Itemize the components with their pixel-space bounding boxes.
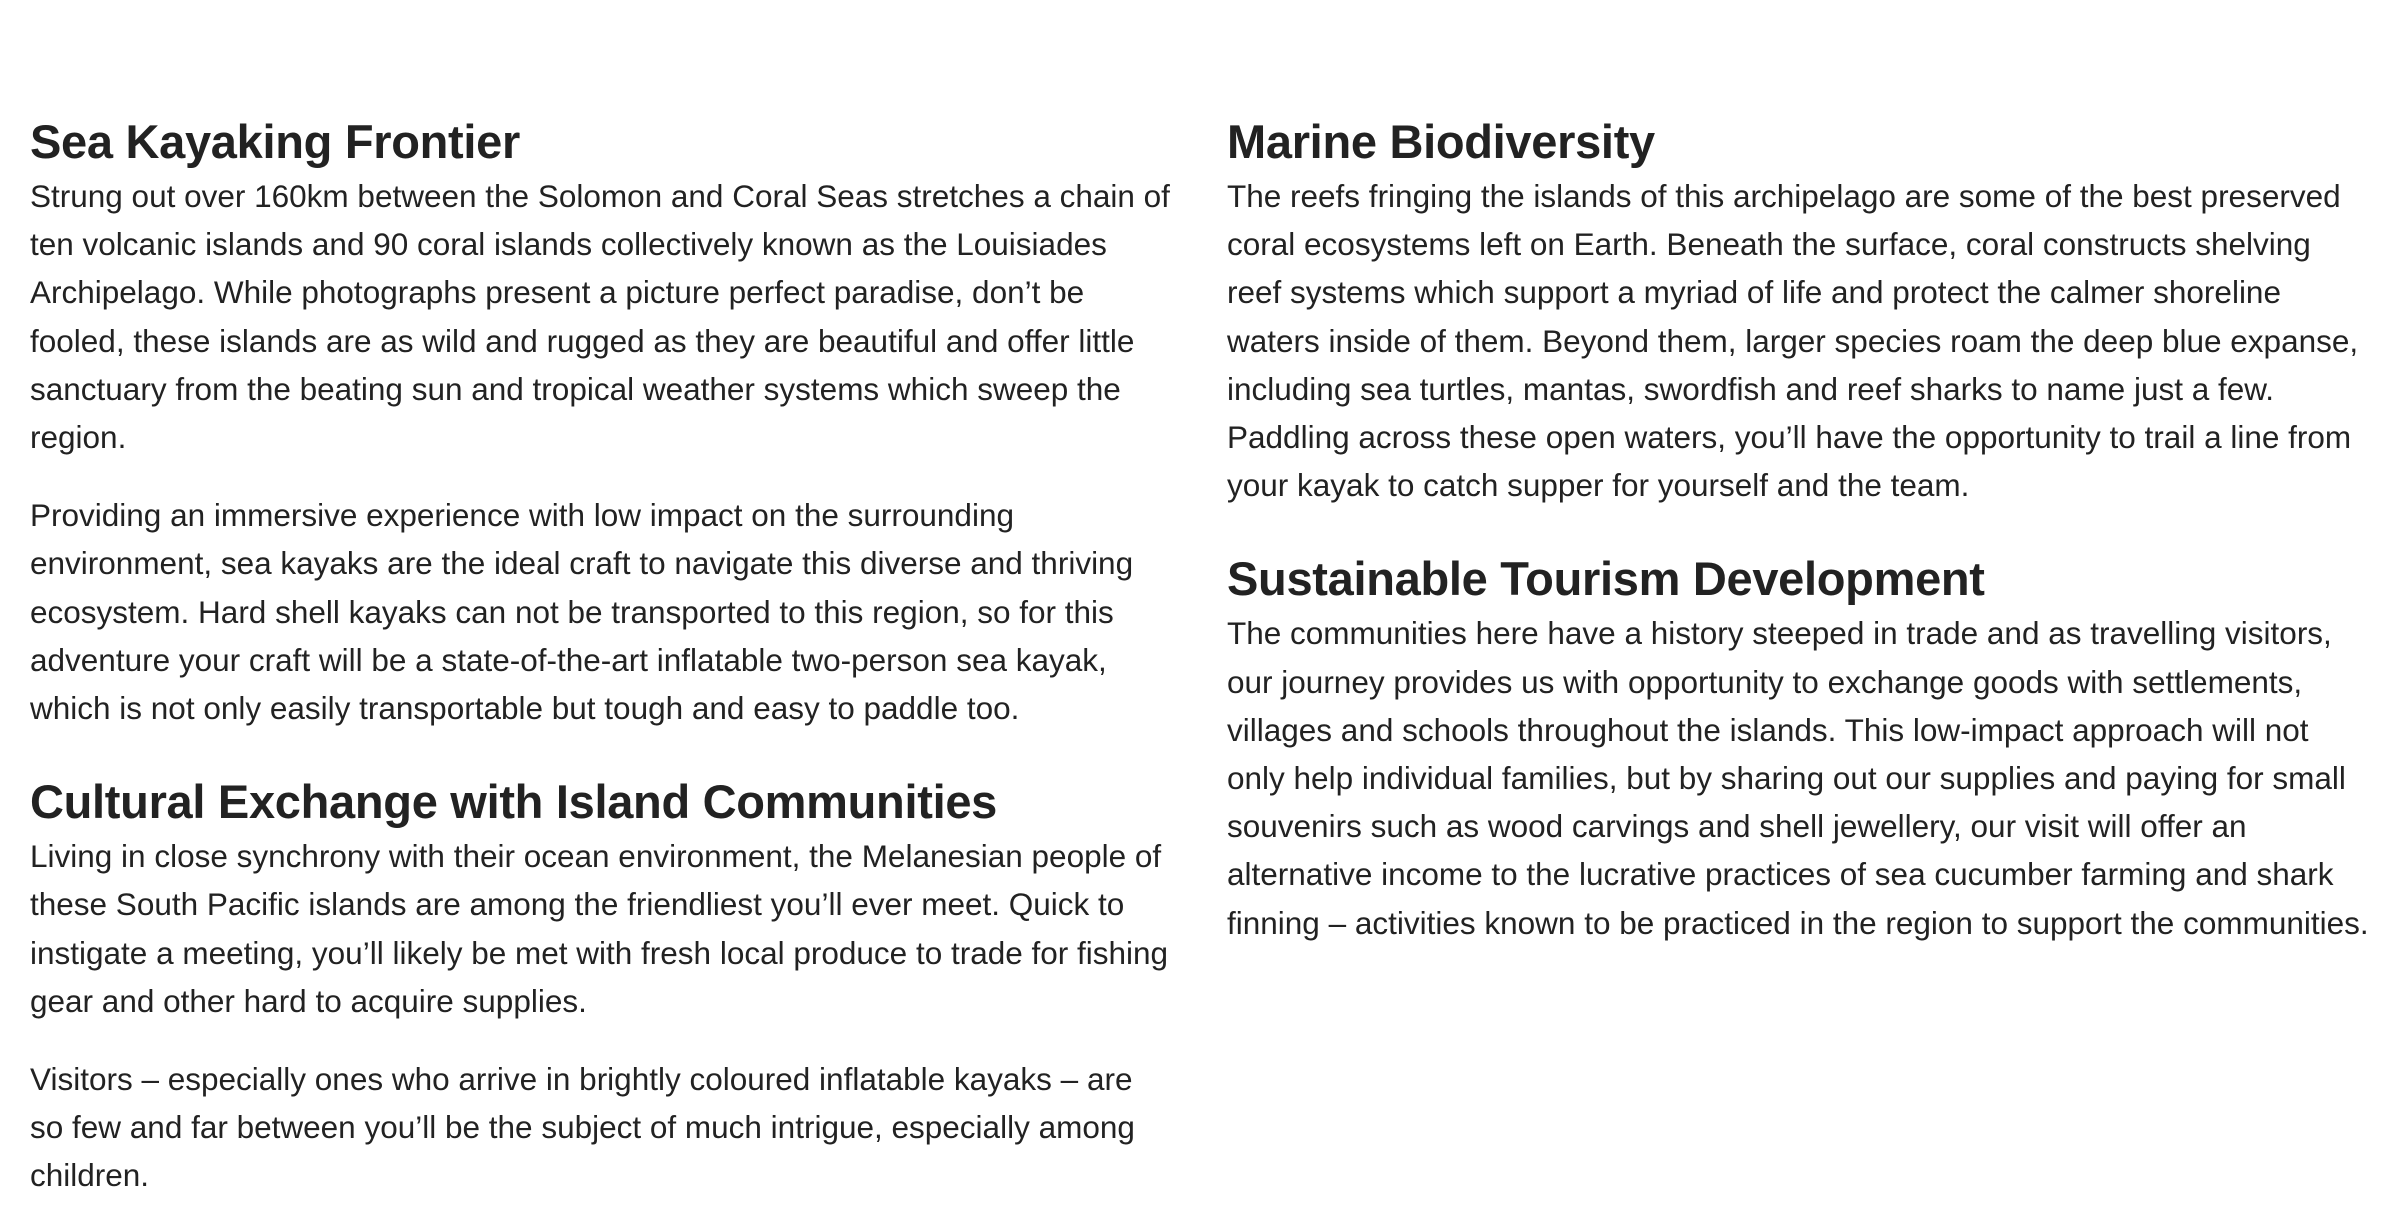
section-title: Sea Kayaking Frontier xyxy=(30,115,520,168)
section-sustainable-tourism xyxy=(1227,549,2370,946)
left-column xyxy=(30,112,1174,1200)
right-column xyxy=(1227,112,2370,1200)
section-title: Marine Biodiversity xyxy=(1227,115,1655,168)
paragraph: Living in close synchrony with their ocean environment, the Melanesian people of these South Pacific islands are among the friendliest you’ll ever meet. Quick to instigate a meeting, you’ll likely be met with fresh local produce to trade for fishing gear and other hard to acquire supplies. xyxy=(30,838,1169,1019)
section-cultural-exchange xyxy=(30,772,1174,1199)
section-marine-biodiversity xyxy=(1227,112,2370,509)
paragraph: Providing an immersive experience with low impact on the surrounding environment, sea kayaks are the ideal craft to navigate this diverse and thriving ecosystem. Hard shell kayaks can not be transported to this region, so for this adventure your craft will be a state-of-the-art inflatable two-person sea kayak, which is not only easily transportable but tough and easy to paddle too. xyxy=(30,497,1134,727)
content-columns xyxy=(30,112,2370,1200)
paragraph: Visitors – especially ones who arrive in brightly coloured inflatable kayaks – are so few and far between you’ll be the subject of much intrigue, especially among children. xyxy=(30,1061,1135,1194)
section-sea-kayaking-frontier xyxy=(30,112,1174,732)
section-title: Sustainable Tourism Development xyxy=(1227,552,1985,606)
paragraph: The reefs fringing the islands of this archipelago are some of the best preserved coral ecosystems left on Earth. Beneath the surface, coral constructs shelving reef systems which support a myriad of life and protect the calmer shoreline waters inside of them. Beyond them, larger species roam the deep blue expanse, including sea turtles, mantas, swordfish and reef sharks to name just a few. Paddling across these open waters, you’ll have the opportunity to trail a line from your kayak to catch supper for yourself and the team. xyxy=(1227,178,2359,504)
section-title: Cultural Exchange with Island Communities xyxy=(30,775,998,829)
paragraph: The communities here have a history steeped in trade and as travelling visitors, our journey provides us with opportunity to exchange goods with settlements, villages and schools throughout the islands. This low-impact approach will not only help individual families, but by sharing out our supplies and paying for small souvenirs such as wood carvings and shell jewellery, our visit will offer an alternative income to the lucrative practices of sea cucumber farming and shark finning – activities known to be practiced in the region to support the communities. xyxy=(1227,615,2369,941)
paragraph: Strung out over 160km between the Solomon and Coral Seas stretches a chain of ten volcanic islands and 90 coral islands collectively known as the Louisiades Archipelago. While photographs present a picture perfect paradise, don’t be fooled, these islands are as wild and rugged as they are beautiful and offer little sanctuary from the beating sun and tropical weather systems which sweep the region. xyxy=(30,178,1170,456)
